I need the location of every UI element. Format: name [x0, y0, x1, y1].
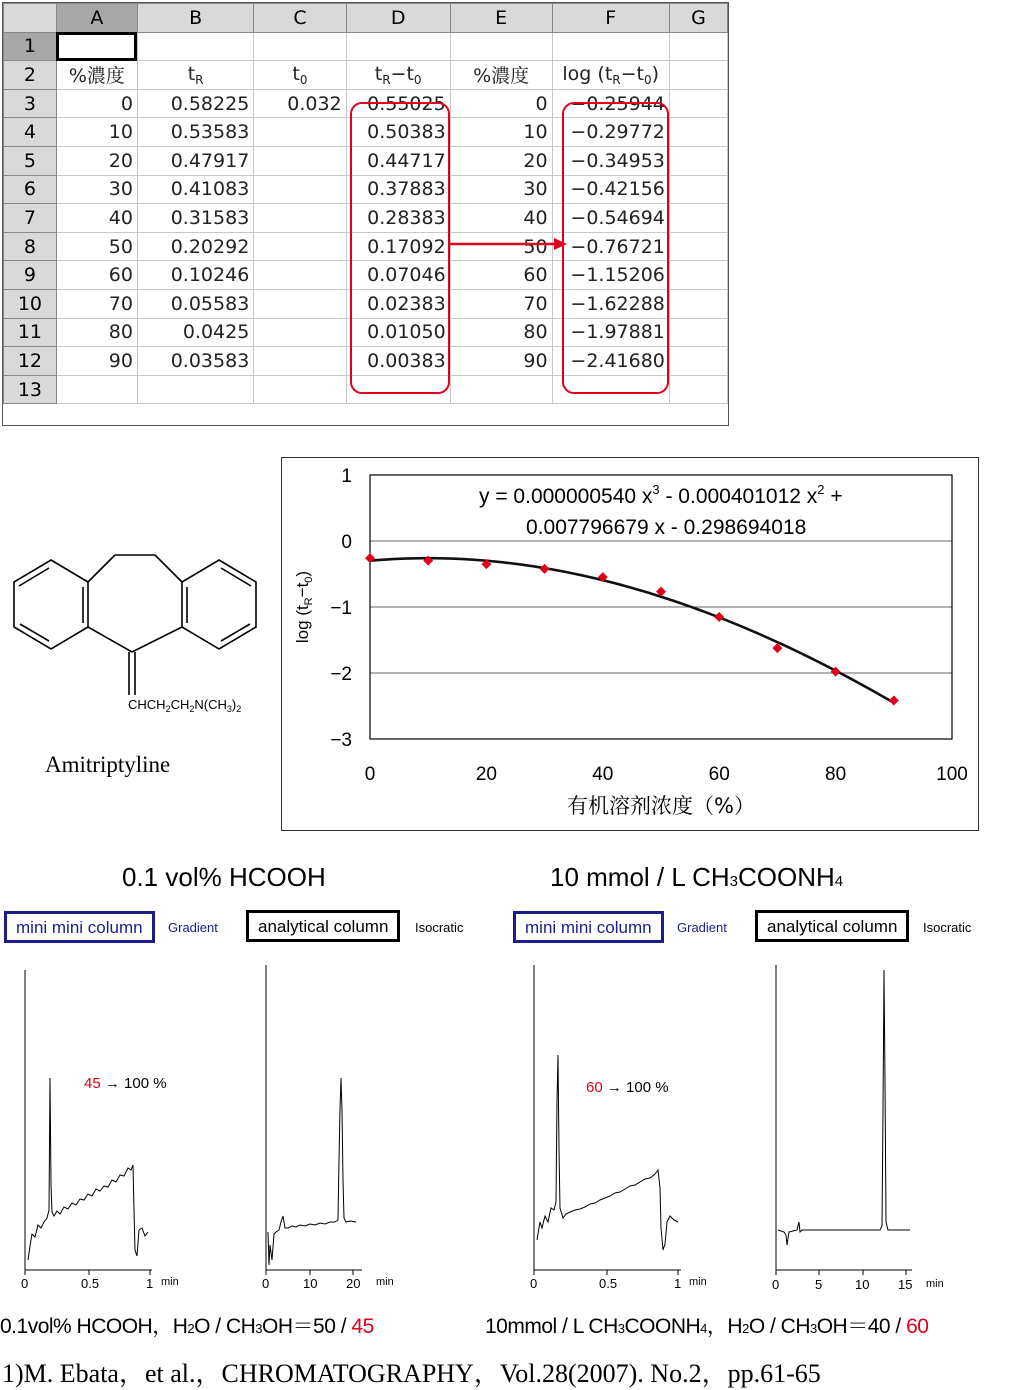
cell-e9[interactable]: 60: [450, 261, 552, 290]
condition-title-formic: 0.1 vol% HCOOH: [122, 862, 326, 892]
cell-b8[interactable]: 0.20292: [137, 232, 253, 261]
cell-a6[interactable]: 30: [56, 175, 137, 204]
data-points: [365, 553, 899, 705]
chromatograms: [0, 960, 1023, 1300]
plot-grid: [370, 541, 952, 673]
y-tick-label: −1: [330, 598, 352, 619]
cell-b6[interactable]: 0.41083: [137, 175, 253, 204]
row-header-1[interactable]: 1: [4, 32, 57, 61]
cell-e6[interactable]: 30: [450, 175, 552, 204]
cell-e12[interactable]: 90: [450, 347, 552, 376]
cell-f5[interactable]: −0.34953: [552, 146, 669, 175]
spreadsheet: [2, 2, 729, 426]
condition-footer-2: 10mmol / L CH3COONH4，H2O / CH3OH＝40 / 60: [485, 1315, 929, 1338]
c3-min-label: min: [689, 1276, 707, 1288]
cell-e4[interactable]: 10: [450, 118, 552, 147]
x-axis-label: 有机溶剂浓度（%）: [567, 794, 755, 818]
cell-d11[interactable]: 0.01050: [346, 318, 450, 347]
cell-b3[interactable]: 0.58225: [137, 89, 253, 118]
y-tick-label: 0: [341, 532, 352, 553]
cell-f7[interactable]: −0.54694: [552, 204, 669, 233]
c2-min-label: min: [376, 1276, 394, 1288]
cell-f3[interactable]: −0.25944: [552, 89, 669, 118]
condition-title-ammonium: 10 mmol / L CH3COONH4: [550, 862, 844, 892]
row-header-12[interactable]: 12: [4, 347, 57, 376]
cell-f11[interactable]: −1.97881: [552, 318, 669, 347]
x-tick-label: 100: [936, 764, 968, 785]
cell-b4[interactable]: 0.53583: [137, 118, 253, 147]
right-benzene-ring: [182, 560, 256, 649]
isocratic-label-1: Isocratic: [415, 920, 464, 935]
cell-d7[interactable]: 0.28383: [346, 204, 450, 233]
cell-f8[interactable]: −0.76721: [552, 232, 669, 261]
c4-tick-0: 0: [772, 1277, 780, 1292]
c1-tick-1: 0.5: [81, 1276, 100, 1291]
mini-column-label-1: mini mini column: [4, 911, 155, 943]
c3-tick-1: 0.5: [599, 1276, 618, 1291]
polynomial-fit-curve: [370, 558, 894, 703]
mini-column-label-2: mini mini column: [513, 911, 664, 943]
reference-citation: 1)M. Ebata，et al.，CHROMATOGRAPHY，Vol.28(2007). No.2，pp.61-65: [2, 1359, 821, 1388]
x-tick-label: 0: [364, 764, 376, 785]
analytical-column-label-2: analytical column: [755, 910, 909, 942]
row-header-11[interactable]: 11: [4, 318, 57, 347]
cell-d5[interactable]: 0.44717: [346, 146, 450, 175]
y-tick-labels: [330, 466, 352, 751]
molecule-name: Amitriptyline: [45, 752, 171, 777]
header-percent-concentration[interactable]: %濃度: [56, 61, 137, 90]
amitriptyline-structure: [0, 545, 270, 725]
cell-c3[interactable]: 0.032: [254, 89, 346, 118]
cell-a12[interactable]: 90: [56, 347, 137, 376]
log-retention-chart: [281, 457, 979, 831]
cell-d12[interactable]: 0.00383: [346, 347, 450, 376]
c4-tick-2: 10: [855, 1277, 870, 1292]
cell-a5[interactable]: 20: [56, 146, 137, 175]
chromatogram-3-trace: [537, 1055, 678, 1250]
cell-f10[interactable]: −1.62288: [552, 289, 669, 318]
gradient-label-2: Gradient: [677, 920, 727, 935]
chromatogram-1-trace: [28, 1078, 148, 1260]
cell-b9[interactable]: 0.10246: [137, 261, 253, 290]
header-tr[interactable]: $t_R$: [137, 61, 253, 90]
cell-a9[interactable]: 60: [56, 261, 137, 290]
c1-tick-2: 1: [146, 1276, 154, 1291]
x-tick-label: 40: [592, 764, 614, 785]
column-header-d[interactable]: D: [346, 4, 450, 33]
cell-e3[interactable]: 0: [450, 89, 552, 118]
cell-f4[interactable]: −0.29772: [552, 118, 669, 147]
y-axis-label: $\log (t_R-t_0)$: [293, 570, 315, 644]
column-header-f[interactable]: F: [552, 4, 669, 33]
substituent-label: $CHCH_2CH_2N(CH_3)_2$: [128, 697, 242, 714]
column-header-b[interactable]: B: [137, 4, 253, 33]
c4-tick-3: 15: [898, 1277, 913, 1292]
data-point-marker: [889, 696, 899, 706]
gradient-label-1: Gradient: [168, 920, 218, 935]
y-tick-label: 1: [341, 466, 352, 487]
y-tick-label: −3: [330, 730, 352, 751]
c3-tick-2: 1: [674, 1276, 682, 1291]
arrow-overlay: [3, 3, 729, 426]
row-header-6[interactable]: 6: [4, 175, 57, 204]
row-header-2[interactable]: 2: [4, 61, 57, 90]
cell-d9[interactable]: 0.07046: [346, 261, 450, 290]
x-tick-label: 80: [825, 764, 847, 785]
chromatogram-2-trace: [268, 1078, 356, 1265]
gradient-range-1: 45 → 100 %: [84, 1075, 167, 1092]
y-tick-label: −2: [330, 664, 352, 685]
x-tick-label: 60: [708, 764, 730, 785]
cell-e7[interactable]: 40: [450, 204, 552, 233]
cell-a11[interactable]: 80: [56, 318, 137, 347]
cell-d4[interactable]: 0.50383: [346, 118, 450, 147]
cell-d10[interactable]: 0.02383: [346, 289, 450, 318]
cell-d3[interactable]: 0.55025: [346, 89, 450, 118]
row-header-7[interactable]: 7: [4, 204, 57, 233]
row-header-9[interactable]: 9: [4, 261, 57, 290]
isocratic-label-2: Isocratic: [923, 920, 972, 935]
equation-line-1: y = 0.000000540 $x^3 - 0.000401012$ $x^2$ +: [479, 482, 843, 508]
cell-f9[interactable]: −1.15206: [552, 261, 669, 290]
row-header-4[interactable]: 4: [4, 118, 57, 147]
c2-tick-2: 20: [346, 1276, 361, 1291]
cell-a3[interactable]: 0: [56, 89, 137, 118]
c4-tick-1: 5: [815, 1277, 823, 1292]
cell-a8[interactable]: 50: [56, 232, 137, 261]
data-point-marker: [714, 612, 724, 622]
analytical-column-label-1: analytical column: [246, 910, 400, 942]
data-point-marker: [540, 564, 550, 574]
c2-tick-0: 0: [262, 1276, 270, 1291]
cell-b11[interactable]: 0.0425: [137, 318, 253, 347]
c3-tick-0: 0: [530, 1276, 538, 1291]
cell-e8[interactable]: 50: [450, 232, 552, 261]
gradient-range-2: 60 → 100 %: [586, 1079, 669, 1096]
row-header-13[interactable]: 13: [4, 375, 57, 404]
cell-e5[interactable]: 20: [450, 146, 552, 175]
cell-d6[interactable]: 0.37883: [346, 175, 450, 204]
cell-e10[interactable]: 70: [450, 289, 552, 318]
cell-b10[interactable]: 0.05583: [137, 289, 253, 318]
column-header-e[interactable]: E: [450, 4, 552, 33]
row-header-5[interactable]: 5: [4, 146, 57, 175]
x-tick-labels: [365, 764, 968, 785]
column-header-g[interactable]: G: [669, 4, 727, 33]
cell-b7[interactable]: 0.31583: [137, 204, 253, 233]
column-header-c[interactable]: C: [254, 4, 346, 33]
c1-min-label: min: [161, 1276, 179, 1288]
red-arrow-head: [554, 238, 567, 250]
cell-a7[interactable]: 40: [56, 204, 137, 233]
header-percent-concentration-2[interactable]: %濃度: [450, 61, 552, 90]
row-header-10[interactable]: 10: [4, 289, 57, 318]
c2-tick-1: 10: [303, 1276, 318, 1291]
cell-b5[interactable]: 0.47917: [137, 146, 253, 175]
cell-d8[interactable]: 0.17092: [346, 232, 450, 261]
cell-a10[interactable]: 70: [56, 289, 137, 318]
cell-a4[interactable]: 10: [56, 118, 137, 147]
condition-footer-1: 0.1vol% HCOOH，H2O / CH3OH＝50 / 45: [0, 1315, 374, 1338]
header-t0[interactable]: $t_0$: [254, 61, 346, 90]
cell-f6[interactable]: −0.42156: [552, 175, 669, 204]
header-log[interactable]: $\log (t_R-t_0)$: [552, 61, 669, 90]
row-header-8[interactable]: 8: [4, 232, 57, 261]
header-tr-minus-t0[interactable]: $t_R-t_0$: [346, 61, 450, 90]
cell-e11[interactable]: 80: [450, 318, 552, 347]
chromatogram-4-trace: [778, 970, 910, 1245]
c1-tick-0: 0: [21, 1276, 29, 1291]
c4-min-label: min: [926, 1278, 944, 1290]
cell-b12[interactable]: 0.03583: [137, 347, 253, 376]
row-header-3[interactable]: 3: [4, 89, 57, 118]
x-tick-label: 20: [475, 764, 497, 785]
column-header-a[interactable]: A: [56, 4, 137, 33]
equation-line-2: 0.007796679 x - 0.298694018: [526, 516, 807, 539]
left-benzene-ring: [14, 560, 88, 649]
cell-f12[interactable]: −2.41680: [552, 347, 669, 376]
